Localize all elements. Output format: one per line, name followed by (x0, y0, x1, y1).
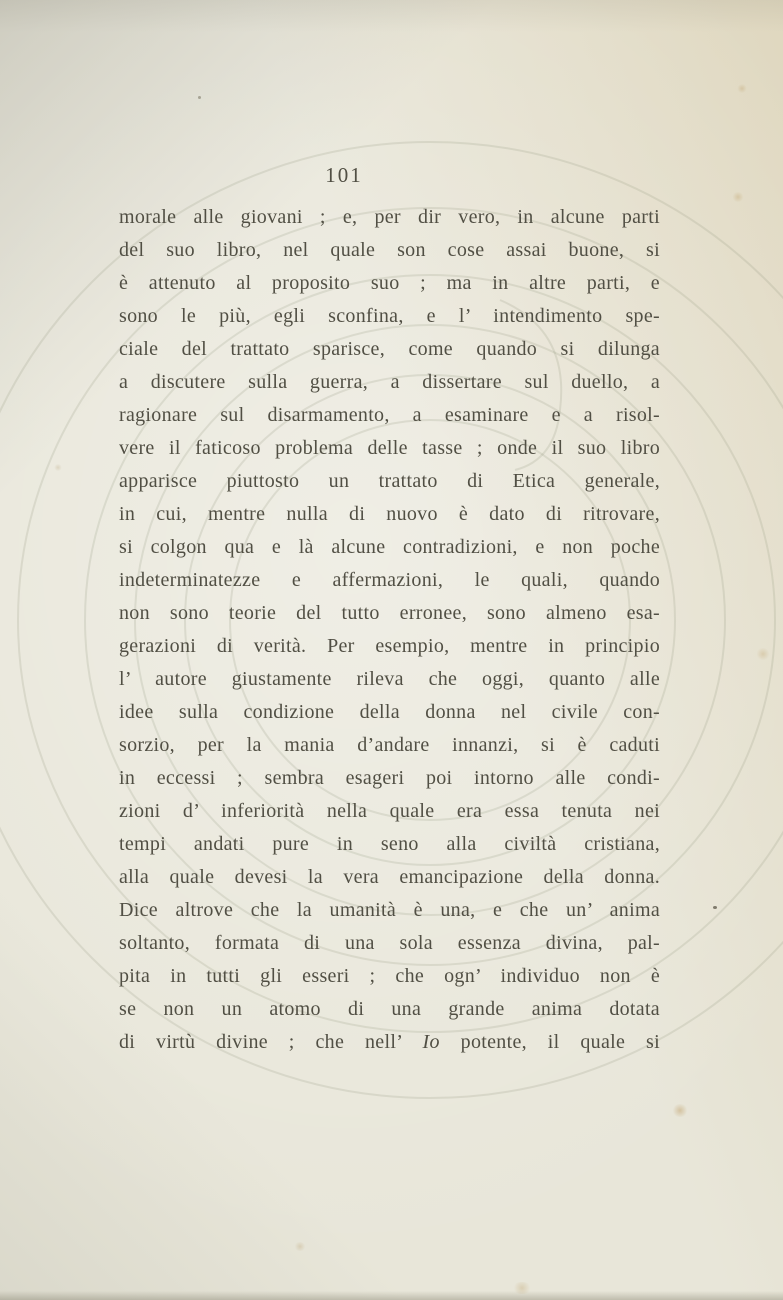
text-line: Dice altrove che la umanità è una, e che un’ anima (119, 899, 660, 921)
foxing-spot (54, 464, 62, 471)
ink-speck (713, 906, 717, 909)
text-line: a discutere sulla guerra, a dissertare sul duello, a (119, 371, 660, 393)
text-line: vere il faticoso problema delle tasse ; onde il suo libro (119, 437, 660, 459)
text-line: sono le più, egli sconfina, e l’ intendimento spe- (119, 305, 660, 327)
text-line: in eccessi ; sembra esageri poi intorno alle condi- (119, 767, 660, 789)
text-segment: potente, il quale si (460, 1031, 660, 1053)
text-line: gerazioni di verità. Per esempio, mentre in principio (119, 635, 660, 657)
text-line: tempi andati pure in seno alla civiltà cristiana, (119, 833, 660, 855)
text-line: zioni d’ inferiorità nella quale era essa tenuta nei (119, 800, 660, 822)
foxing-spot (732, 192, 744, 202)
text-line: idee sulla condizione della donna nel civile con- (119, 701, 660, 723)
text-line: si colgon qua e là alcune contradizioni, e non poche (119, 536, 660, 558)
foxing-spot (756, 648, 770, 660)
text-line: morale alle giovani ; e, per dir vero, in alcune parti (119, 206, 660, 228)
text-segment: di virtù divine ; che nell’ (119, 1031, 402, 1053)
foxing-spot (737, 84, 747, 93)
text-line: non sono teorie del tutto erronee, sono almeno esa- (119, 602, 660, 624)
text-line: sorzio, per la mania d’andare innanzi, si è caduti (119, 734, 660, 756)
text-line: apparisce piuttosto un trattato di Etica generale, (119, 470, 660, 492)
text-line: del suo libro, nel quale son cose assai buone, si (119, 239, 660, 261)
text-line: l’ autore giustamente rileva che oggi, quanto alle (119, 668, 660, 690)
text-line: è attenuto al proposito suo ; ma in altre parti, e (119, 272, 660, 294)
page-number: 101 (325, 163, 363, 187)
foxing-spot (672, 1104, 688, 1117)
text-line: ciale del trattato sparisce, come quando si dilunga (119, 338, 660, 360)
text-line: ragionare sul disarmamento, a esaminare e a risol- (119, 404, 660, 426)
text-line-with-italic (119, 1026, 660, 1059)
italic-word: Io (422, 1031, 440, 1053)
foxing-spot (512, 1282, 532, 1294)
body-text-block (119, 201, 660, 1059)
text-line: alla quale devesi la vera emancipazione della donna. (119, 866, 660, 888)
text-line: se non un atomo di una grande anima dotata (119, 998, 660, 1020)
ink-speck (198, 96, 201, 99)
foxing-spot (294, 1242, 306, 1251)
text-line: pita in tutti gli esseri ; che ogn’ individuo non è (119, 965, 660, 987)
text-line: in cui, mentre nulla di nuovo è dato di ritrovare, (119, 503, 660, 525)
text-line: indeterminatezze e affermazioni, le quali, quando (119, 569, 660, 591)
text-line: soltanto, formata di una sola essenza divina, pal- (119, 932, 660, 954)
